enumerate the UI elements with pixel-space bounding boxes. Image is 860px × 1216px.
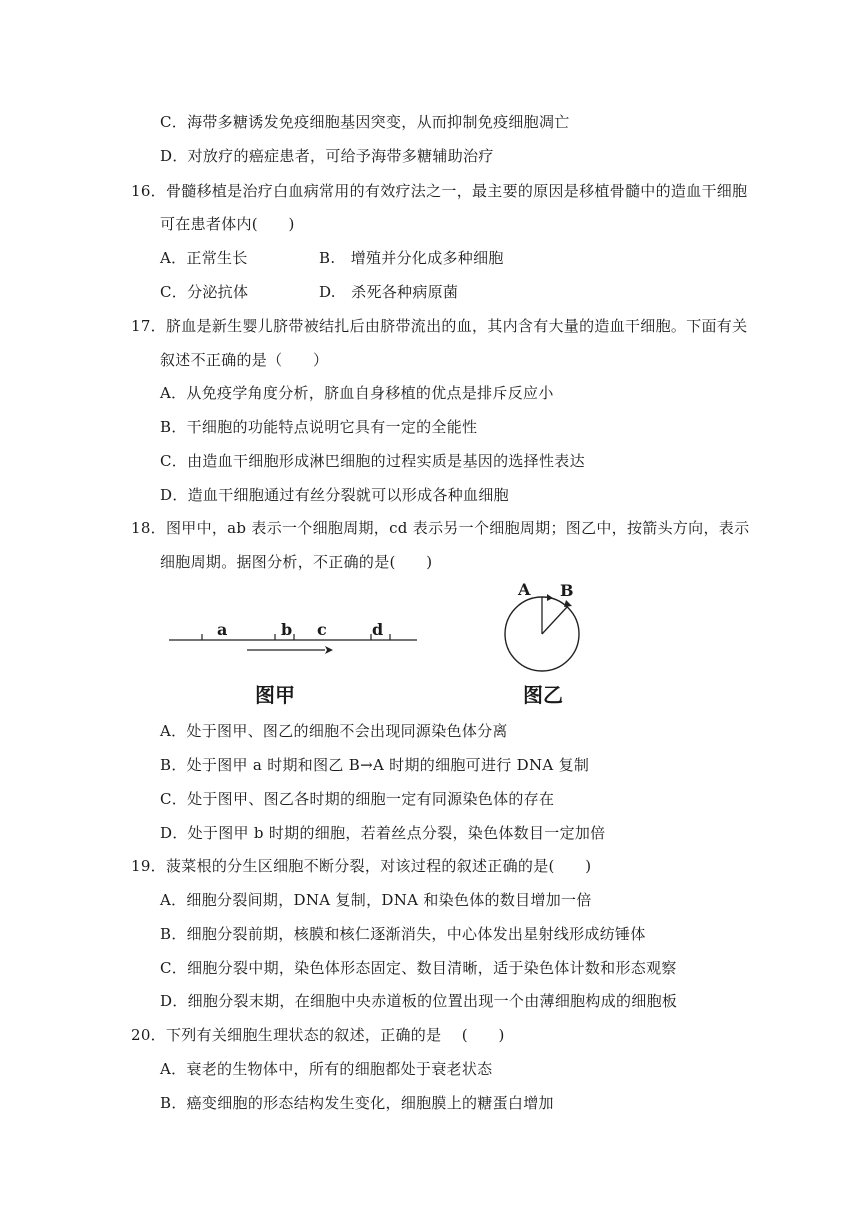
q18-option-c: C．处于图甲、图乙各时期的细胞一定有同源染色体的存在 (160, 790, 555, 808)
q19-option-a: A．细胞分裂间期，DNA 复制，DNA 和染色体的数目增加一倍 (160, 891, 592, 909)
q15-option-c: C．海带多糖诱发免疫细胞基因突变，从而抑制免疫细胞凋亡 (160, 113, 570, 131)
q20-option-b: B．癌变细胞的形态结构发生变化，细胞膜上的糖蛋白增加 (160, 1094, 554, 1112)
arc-arrowhead (547, 594, 553, 601)
tick-label-c: c (317, 620, 327, 639)
q15-option-d: D．对放疗的癌症患者，可给予海带多糖辅助治疗 (160, 147, 494, 165)
figure-jia (165, 615, 425, 715)
q20-option-a: A．衰老的生物体中，所有的细胞都处于衰老状态 (160, 1060, 493, 1078)
label-b: B (560, 581, 574, 600)
q16-option-d: D. 杀死各种病原菌 (319, 283, 459, 301)
q19-option-c: C．细胞分裂中期，染色体形态固定、数目清晰，适于染色体计数和形态观察 (160, 959, 677, 977)
radius-b (542, 607, 567, 634)
q16-stem-line2: 可在患者体内( ) (160, 215, 295, 233)
q18-stem-line1: 18．图甲中，ab 表示一个细胞周期，cd 表示另一个细胞周期；图乙中，按箭头方向，表示 (131, 519, 750, 537)
q20-stem: 20．下列有关细胞生理状态的叙述，正确的是 ( ) (131, 1026, 505, 1044)
tick-label-a: a (217, 620, 228, 639)
q17-stem-line2: 叙述不正确的是（ ） (160, 351, 329, 369)
direction-arrowhead (325, 646, 333, 654)
q18-option-b: B．处于图甲 a 时期和图乙 B→A 时期的细胞可进行 DNA 复制 (160, 756, 590, 774)
figure-yi-caption: 图乙 (523, 683, 563, 707)
q16-stem-line1: 16．骨髓移植是治疗白血病常用的有效疗法之一，最主要的原因是移植骨髓中的造血干细胞 (131, 182, 748, 200)
q17-option-a: A．从免疫学角度分析，脐血自身移植的优点是排斥反应小 (160, 384, 554, 402)
tick-label-b: b (281, 620, 293, 639)
q16-option-b: B. 增殖并分化成多种细胞 (319, 249, 504, 267)
q16-option-a: A．正常生长 (160, 249, 248, 267)
q17-stem-line1: 17．脐血是新生婴儿脐带被结扎后由脐带流出的血，其内含有大量的造血干细胞。下面有关 (131, 317, 748, 335)
q17-option-c: C．由造血干细胞形成淋巴细胞的过程实质是基因的选择性表达 (160, 452, 585, 470)
label-a: A (518, 580, 531, 599)
cell-cycle-circle (495, 580, 595, 675)
q19-option-d: D．细胞分裂末期，在细胞中央赤道板的位置出现一个由薄细胞构成的细胞板 (160, 992, 678, 1010)
q18-option-a: A．处于图甲、图乙的细胞不会出现同源染色体分离 (160, 722, 508, 740)
q19-option-b: B．细胞分裂前期，核膜和核仁逐渐消失，中心体发出星射线形成纺锤体 (160, 925, 646, 943)
arc-arrowhead-b (564, 600, 572, 607)
q17-option-d: D．造血干细胞通过有丝分裂就可以形成各种血细胞 (160, 486, 509, 504)
figure-yi (495, 580, 595, 710)
q18-stem-line2: 细胞周期。据图分析，不正确的是( ) (160, 553, 433, 571)
figure-jia-caption: 图甲 (255, 683, 295, 707)
q16-option-c: C．分泌抗体 (160, 283, 249, 301)
q18-option-d: D．处于图甲 b 时期的细胞，若着丝点分裂，染色体数目一定加倍 (160, 824, 606, 842)
tick-label-d: d (372, 620, 384, 639)
cell-cycle-timeline (165, 615, 425, 665)
q19-stem: 19．菠菜根的分生区细胞不断分裂，对该过程的叙述正确的是( ) (131, 857, 592, 875)
q17-option-b: B．干细胞的功能特点说明它具有一定的全能性 (160, 418, 478, 436)
